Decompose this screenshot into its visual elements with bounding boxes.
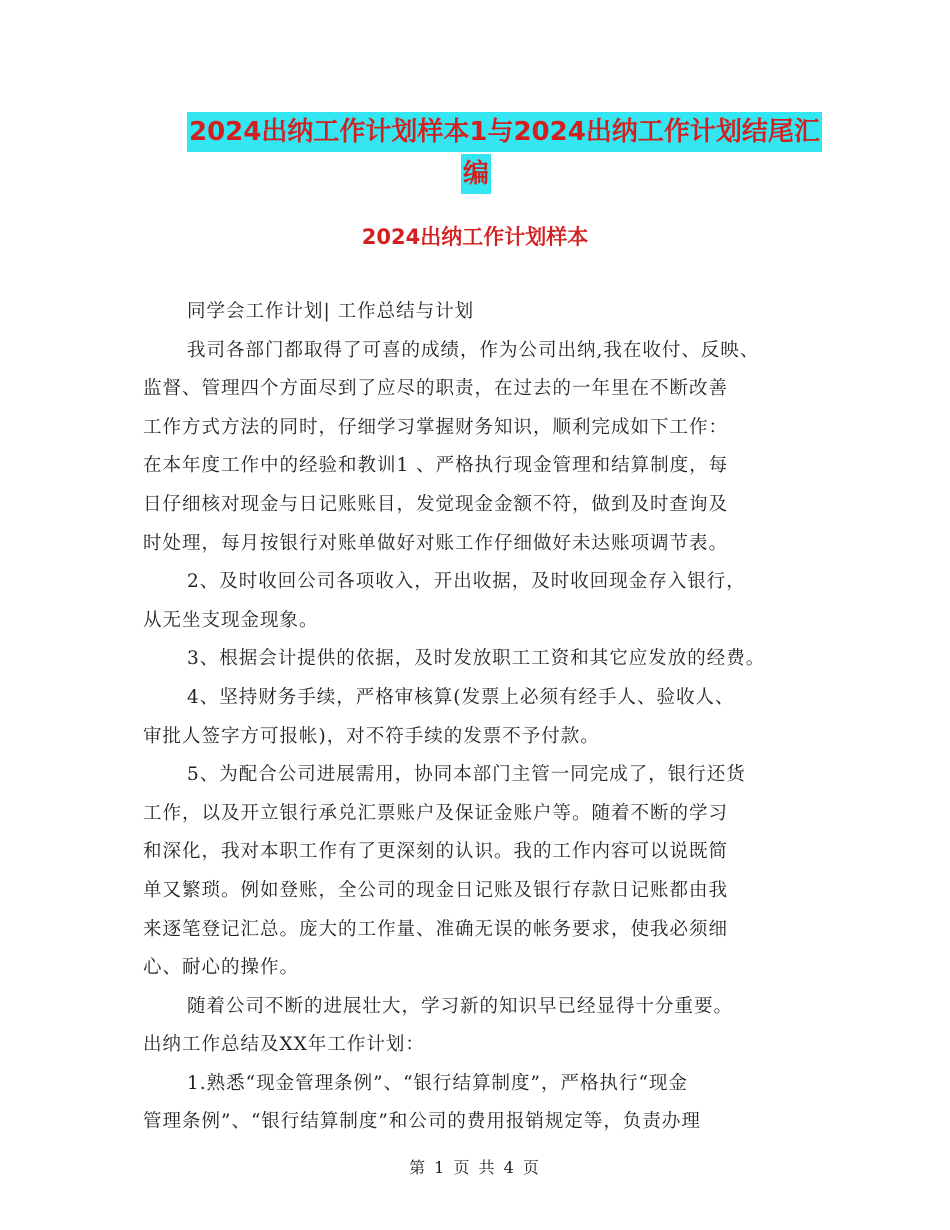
- paragraph-line: 来逐笔登记汇总。庞大的工作量、准确无误的帐务要求，使我必须细: [143, 918, 729, 940]
- paragraph-line: 4、坚持财务手续，严格审核算(发票上必须有经手人、验收人、: [187, 686, 735, 708]
- paragraph-line: 出纳工作总结及XX年工作计划：: [143, 1034, 425, 1056]
- paragraph-line: 监督、管理四个方面尽到了应尽的职责，在过去的一年里在不断改善: [143, 378, 729, 400]
- paragraph-line: 我司各部门都取得了可喜的成绩，作为公司出纳,我在收付、反映、: [187, 339, 760, 361]
- paragraph-line: 同学会工作计划| 工作总结与计划: [187, 301, 475, 322]
- paragraph-line: 单又繁琐。例如登账，全公司的现金日记账及银行存款日记账都由我: [143, 879, 729, 901]
- paragraph-line: 2、及时收回公司各项收入，开出收据，及时收回现金存入银行，: [187, 571, 746, 593]
- paragraph-line: 时处理，每月按银行对账单做好对账工作仔细做好未达账项调节表。: [143, 532, 729, 554]
- title-line-2: 编: [461, 154, 491, 194]
- paragraph-line: 3、根据会计提供的依据，及时发放职工工资和其它应发放的经费。: [187, 648, 766, 670]
- section-heading: 2024出纳工作计划样本: [361, 225, 589, 249]
- paragraph-line: 5、为配合公司进展需用，协同本部门主管一同完成了，银行还货: [187, 764, 746, 786]
- title-line-1: 2024出纳工作计划样本1与2024出纳工作计划结尾汇: [187, 112, 822, 152]
- paragraph-line: 工作方式方法的同时，仔细学习掌握财务知识，顺利完成如下工作：: [143, 416, 729, 438]
- paragraph-line: 从无坐支现金现象。: [143, 609, 319, 631]
- page-footer: 第 1 页 共 4 页: [409, 1158, 541, 1177]
- paragraph-line: 日仔细核对现金与日记账账目，发觉现金金额不符，做到及时查询及: [143, 493, 729, 515]
- paragraph-line: 审批人签字方可报帐)，对不符手续的发票不予付款。: [143, 725, 600, 747]
- paragraph-line: 心、耐心的操作。: [143, 957, 300, 979]
- paragraph-line: 随着公司不断的进展壮大，学习新的知识早已经显得十分重要。: [187, 995, 734, 1017]
- paragraph-line: 管理条例”、“银行结算制度”和公司的费用报销规定等，负责办理: [143, 1111, 701, 1133]
- paragraph-line: 工作，以及开立银行承兑汇票账户及保证金账户等。随着不断的学习: [143, 802, 729, 824]
- body-text: [143, 293, 833, 1142]
- paragraph-line: 在本年度工作中的经验和教训1 、严格执行现金管理和结算制度，每: [143, 455, 729, 477]
- paragraph-line: 和深化，我对本职工作有了更深刻的认识。我的工作内容可以说既简: [143, 841, 729, 863]
- paragraph-line: 1.熟悉“现金管理条例”、“银行结算制度”，严格执行“现金: [187, 1072, 688, 1094]
